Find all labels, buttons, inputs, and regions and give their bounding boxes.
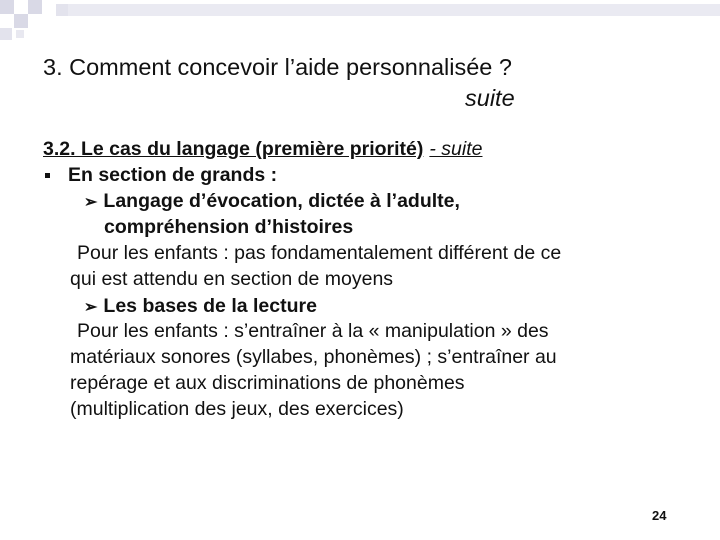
- corner-decoration: [0, 0, 720, 40]
- paragraph-1-line-2: qui est attendu en section de moyens: [70, 268, 394, 290]
- section-heading: [43, 136, 482, 162]
- square-bullet-icon: [45, 173, 50, 178]
- arrow-bullet-icon: ➢: [84, 194, 98, 211]
- page-number: 24: [652, 508, 667, 523]
- paragraph-1-line-1: Pour les enfants : pas fondamentalement différent de ce: [77, 242, 562, 264]
- sub-bullet-1-line-1: Langage d’évocation, dictée à l’adulte,: [103, 190, 460, 212]
- sub-bullet-2-text: Les bases de la lecture: [103, 295, 317, 317]
- paragraph-2-line-3: repérage et aux discriminations de phonèmes: [70, 372, 465, 394]
- arrow-bullet-icon: ➢: [84, 299, 98, 316]
- title-line-1: 3. Comment concevoir l’aide personnalisée ?: [43, 54, 512, 80]
- section-heading-text: 3.2. Le cas du langage (première priorité): [43, 138, 424, 160]
- slide-title: [43, 52, 683, 114]
- title-line-2-suite: suite: [465, 85, 515, 111]
- main-bullet: [43, 162, 277, 188]
- paragraph-2-line-2: matériaux sonores (syllabes, phonèmes) ; s’entraîner au: [70, 346, 557, 368]
- paragraph-2-line-1: Pour les enfants : s’entraîner à la « manipulation » des: [77, 320, 549, 342]
- sub-bullet-1: [84, 188, 460, 216]
- main-bullet-text: En section de grands :: [68, 164, 278, 186]
- section-heading-suite: - suite: [429, 138, 483, 160]
- sub-bullet-2: [84, 293, 317, 321]
- sub-bullet-1-line-2: compréhension d’histoires: [104, 216, 354, 238]
- paragraph-2-line-4: (multiplication des jeux, des exercices): [70, 398, 404, 420]
